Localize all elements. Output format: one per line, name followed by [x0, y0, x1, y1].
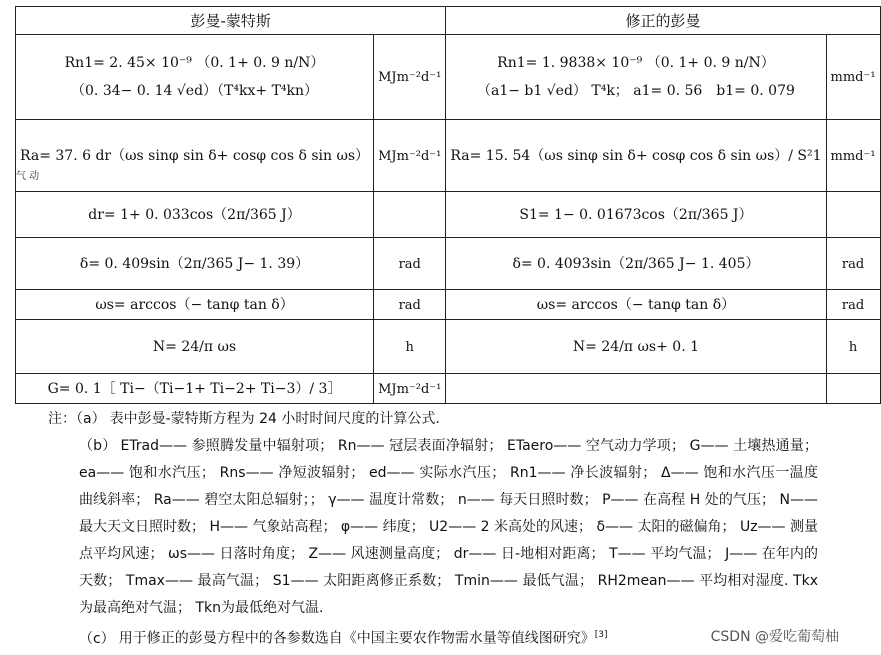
modified-net-longwave-formula: Rn1= 1. 9838× 10⁻⁹ （0. 1+ 0. 9 n/N） （a1− b1 √ed） T⁴k； a1= 0. 56 b1= 0. 079	[446, 35, 826, 120]
penman-net-longwave-unit: MJm⁻²d⁻¹	[374, 35, 446, 120]
csdn-watermark: CSDN @爱吃葡萄柚	[710, 629, 839, 645]
penman-distance-formula: dr= 1+ 0. 033cos（2π/365 J）	[16, 192, 374, 238]
modified-net-longwave-unit: mmd⁻¹	[826, 35, 880, 120]
table-row-sunset-angle	[16, 290, 881, 320]
penman-net-longwave-formula: Rn1= 2. 45× 10⁻⁹ （0. 1+ 0. 9 n/N） （0. 34− 0. 14 √ed）（T⁴kx+ T⁴kn）	[16, 35, 374, 120]
note-a-label: 注：（a）	[48, 411, 106, 427]
modified-declination-unit: rad	[826, 238, 880, 290]
penman-clear-sky-unit: MJm⁻²d⁻¹	[374, 120, 446, 192]
penman-clear-sky-formula: Ra= 37. 6 dr（ωs sinφ sin δ+ cosφ cos δ sin ωs）	[16, 120, 374, 192]
modified-sunset-unit: rad	[826, 290, 880, 320]
modified-daylight-unit: h	[826, 320, 880, 374]
table-row-net-longwave	[16, 35, 881, 120]
penman-sunset-formula: ωs= arccos（− tanφ tan δ）	[16, 290, 374, 320]
penman-distance-unit	[374, 192, 446, 238]
table-header-row	[16, 7, 881, 35]
table-row-declination	[16, 238, 881, 290]
table-row-distance-factor	[16, 192, 881, 238]
modified-sunset-formula: ωs= arccos（− tanφ tan δ）	[446, 290, 826, 320]
header-penman-monteith: 彭曼-蒙特斯	[16, 7, 446, 35]
note-b-text: ETrad—— 参照腾发量中辐射项； Rn—— 冠层表面净辐射； ETaero—— 空气动力学项； G—— 土壤热通量； ea—— 饱和水汽压； Rns—— 净短波辐射； ed—— 实际水汽压； Rn1—— 净长波辐射； Δ—— 饱和水汽压一温度曲线斜率； Ra—— 碧空太阳总辐射；； γ—— 温度计常数； n—— 每天日照时数； P—— 在高程 H 处的气压； N—— 最大天文日照时数； H—— 气象站高程； φ—— 纬度； U2—— 2 米高处的风速； δ—— 太阳的磁偏角； Uz—— 测量点平均风速； ωs—— 日落时角度； Z—— 风速测量高度； dr—— 日-地相对距离； T—— 平均气温； J—— 在年内的天数； Tmax—— 最高气温； S1—— 太阳距离修正系数； Tmin—— 最低气温； RH2mean—— 平均相对湿度. Tkx为最高绝对气温； Tkn为最低绝对气温.	[79, 438, 819, 616]
penman-sunset-unit: rad	[374, 290, 446, 320]
modified-declination-formula: δ= 0. 4093sin（2π/365 J− 1. 405）	[446, 238, 826, 290]
formula-table	[15, 6, 881, 404]
side-label: 气 动	[16, 171, 40, 182]
note-a-text: 表中彭曼-蒙特斯方程为 24 小时时间尺度的计算公式.	[109, 411, 440, 427]
penman-daylight-unit: h	[374, 320, 446, 374]
note-c	[48, 622, 818, 653]
modified-clear-sky-unit: mmd⁻¹	[826, 120, 880, 192]
modified-soil-heat-unit	[826, 374, 880, 404]
note-b	[48, 433, 818, 622]
penman-daylight-formula: N= 24/π ωs	[16, 320, 374, 374]
penman-declination-formula: δ= 0. 409sin（2π/365 J− 1. 39）	[16, 238, 374, 290]
note-c-label: （c）	[79, 630, 115, 647]
modified-distance-formula: S1= 1− 0. 01673cos（2π/365 J）	[446, 192, 826, 238]
note-c-text: 用于修正的彭曼方程中的各参数选自《中国主要农作物需水量等值线图研究》	[118, 630, 595, 647]
note-a	[48, 406, 818, 433]
modified-distance-unit	[826, 192, 880, 238]
table-row-clear-sky-radiation	[16, 120, 881, 192]
penman-soil-heat-unit: MJm⁻²d⁻¹	[374, 374, 446, 404]
modified-clear-sky-formula: Ra= 15. 54（ωs sinφ sin δ+ cosφ cos δ sin ωs）/ S²1	[446, 120, 826, 192]
table-notes	[48, 406, 818, 653]
table-row-daylight-hours	[16, 320, 881, 374]
penman-declination-unit: rad	[374, 238, 446, 290]
reference-marker: [3]	[594, 630, 608, 640]
note-b-label: （b）	[79, 438, 117, 454]
penman-soil-heat-formula: G= 0. 1［ Ti−（Ti−1+ Ti−2+ Ti−3）/ 3］	[16, 374, 374, 404]
modified-daylight-formula: N= 24/π ωs+ 0. 1	[446, 320, 826, 374]
table-row-soil-heat-flux	[16, 374, 881, 404]
modified-soil-heat-formula	[446, 374, 826, 404]
header-modified-penman: 修正的彭曼	[446, 7, 880, 35]
